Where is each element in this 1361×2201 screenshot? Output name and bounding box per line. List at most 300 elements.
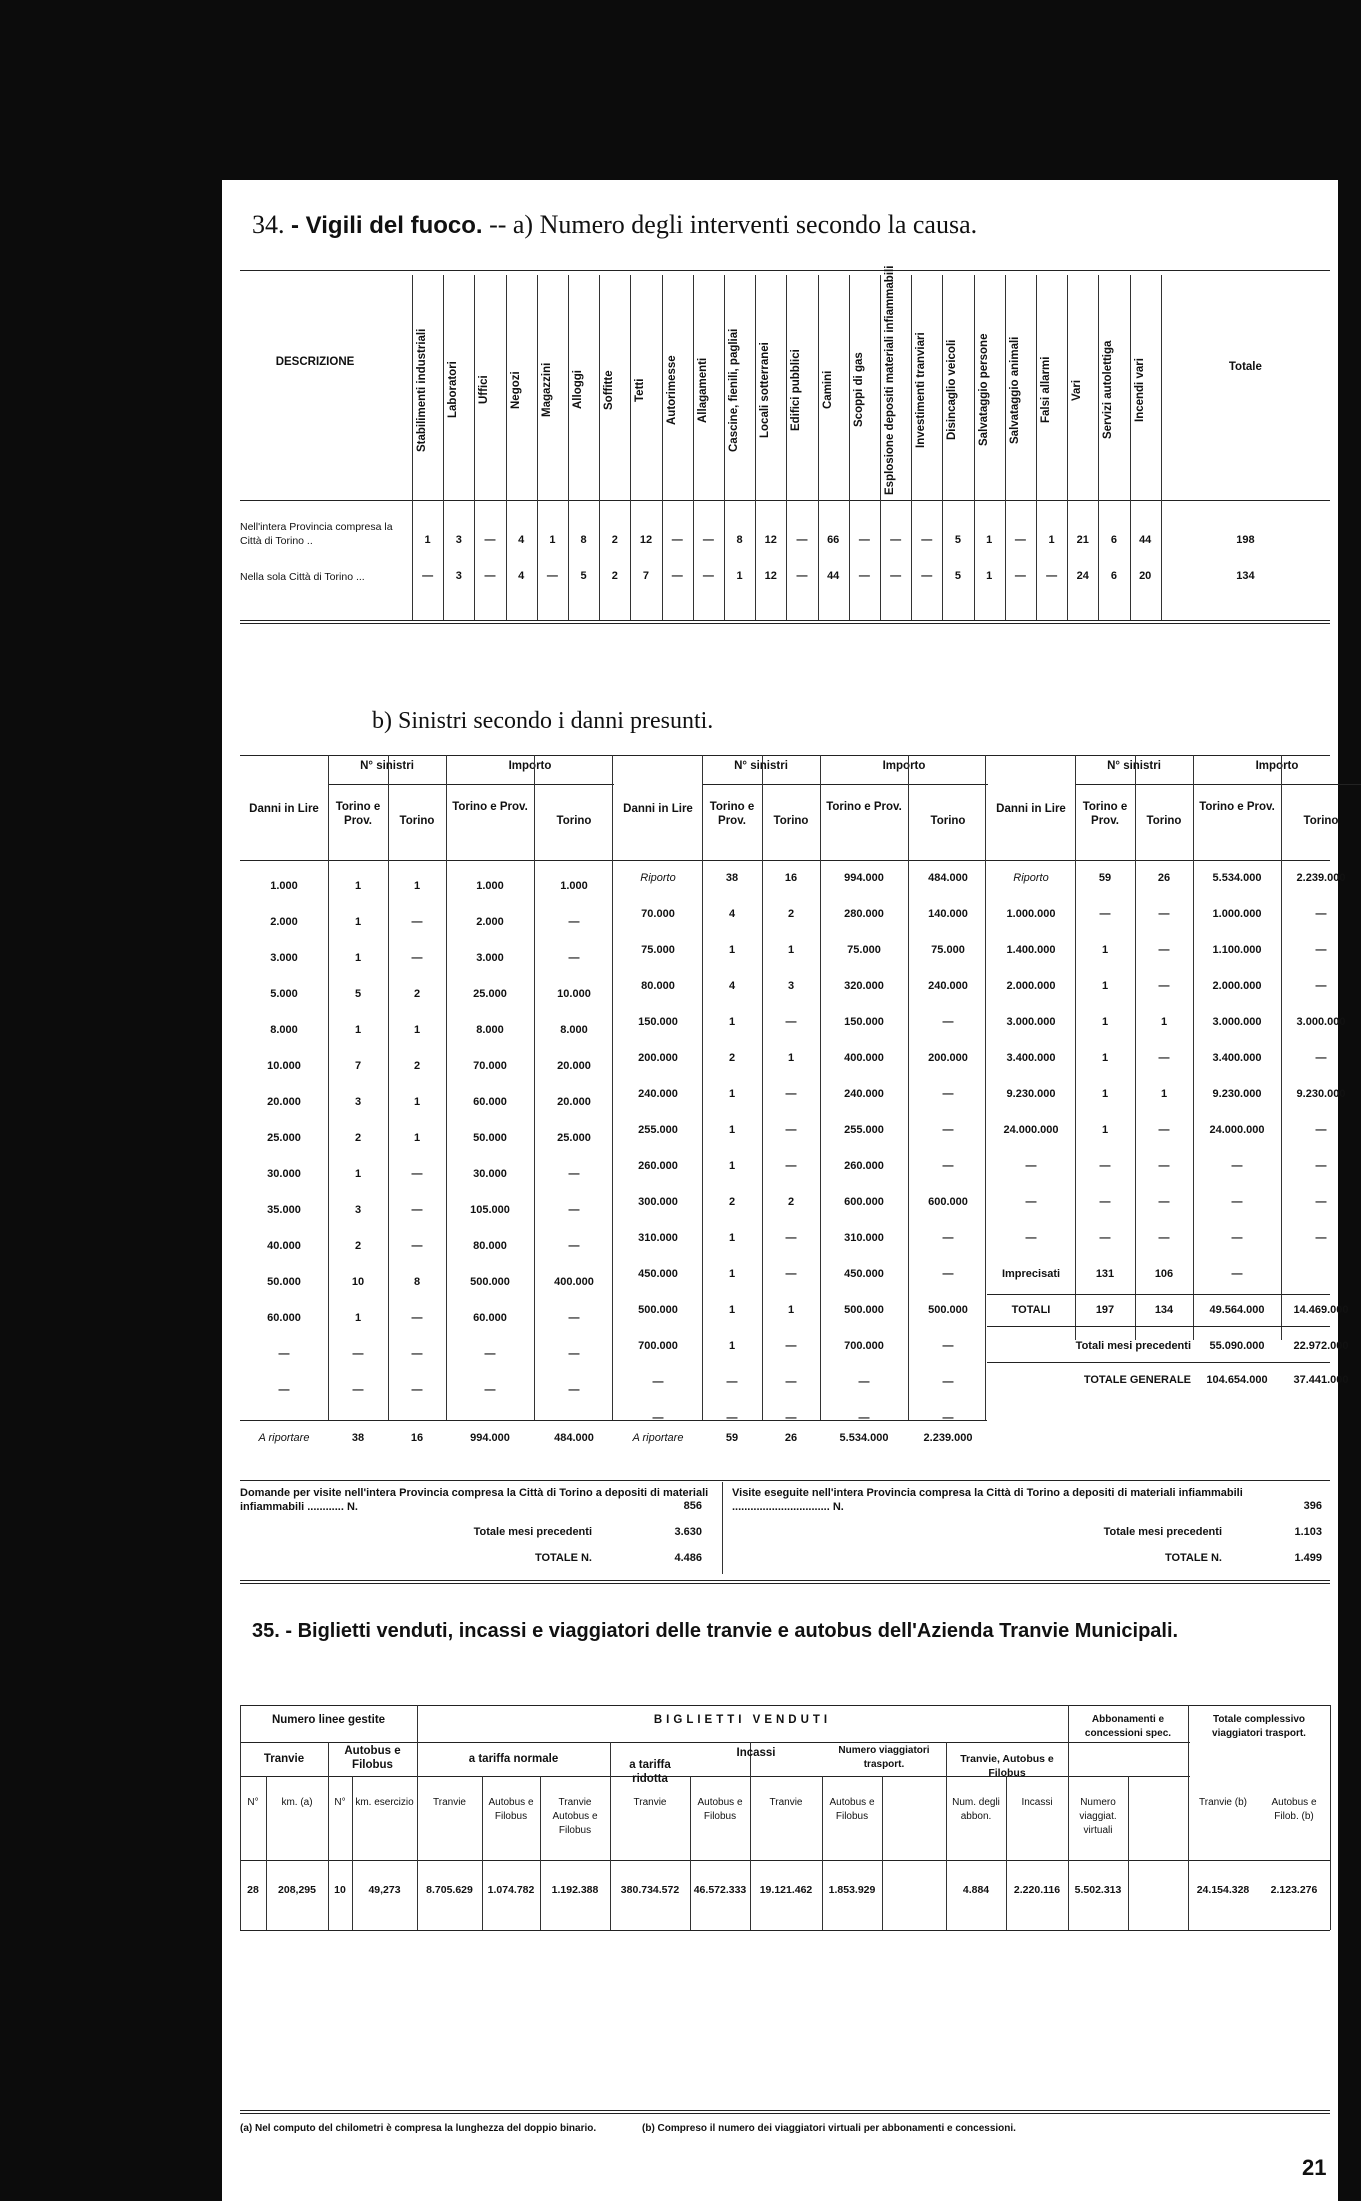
header-importo-torino-prov: Torino e Prov. bbox=[1199, 801, 1275, 813]
cell: — bbox=[411, 1240, 423, 1252]
subheader: Tranvie bbox=[769, 1797, 803, 1808]
column-divider bbox=[412, 275, 413, 620]
subheader: Incassi bbox=[1021, 1797, 1053, 1808]
cell: 38 bbox=[351, 1432, 365, 1444]
cell: 2 bbox=[354, 1132, 362, 1144]
cell: 200.000 bbox=[928, 1052, 968, 1064]
column-divider bbox=[1330, 1705, 1331, 1930]
cell: — bbox=[785, 1124, 797, 1136]
cell: 3 bbox=[455, 570, 462, 582]
cell: — bbox=[1231, 1160, 1243, 1172]
cell: 4 bbox=[518, 534, 525, 546]
cell: 8.000 bbox=[270, 1024, 298, 1036]
column-divider bbox=[1130, 275, 1131, 620]
cell: — bbox=[942, 1412, 954, 1424]
cell: — bbox=[726, 1412, 738, 1424]
column-divider bbox=[911, 275, 912, 620]
subheader: Autobus e Filobus bbox=[697, 1797, 743, 1822]
cell: 55.090.000 bbox=[1209, 1340, 1265, 1352]
cell: 75.000 bbox=[931, 944, 965, 956]
cell: 240.000 bbox=[638, 1088, 678, 1100]
cell: 70.000 bbox=[641, 908, 675, 920]
col-header: Locali sotterranei bbox=[759, 342, 772, 438]
cell: — bbox=[858, 1376, 870, 1388]
rule bbox=[240, 620, 1330, 624]
cell: — bbox=[942, 1124, 954, 1136]
cell: 2.000 bbox=[476, 916, 504, 928]
cell: 1.000.000 bbox=[1212, 908, 1262, 920]
col-header: Camini bbox=[821, 370, 834, 410]
subheader: km. esercizio bbox=[355, 1797, 414, 1808]
cell: 400.000 bbox=[554, 1276, 594, 1288]
visits-left-prec-value: 3.630 bbox=[674, 1526, 702, 1538]
col-header: Incendi vari bbox=[1133, 358, 1146, 422]
cell: — bbox=[942, 1232, 954, 1244]
cell: 1 bbox=[728, 1340, 736, 1352]
rule bbox=[328, 784, 446, 785]
cell: — bbox=[352, 1384, 364, 1396]
col-header: Disincaglio veicoli bbox=[946, 339, 959, 441]
cell: — bbox=[411, 916, 423, 928]
cell: 9.230.000 bbox=[1212, 1088, 1262, 1100]
cell: — bbox=[1158, 980, 1170, 992]
cell: 150.000 bbox=[844, 1016, 884, 1028]
cell: — bbox=[890, 534, 902, 546]
cell: 1 bbox=[728, 1268, 736, 1280]
section-b-title: b) Sinistri secondo i danni presunti. bbox=[372, 708, 714, 734]
header-importo-torino-prov: Torino e Prov. bbox=[452, 801, 528, 813]
cell: — bbox=[785, 1340, 797, 1352]
column-divider bbox=[443, 275, 444, 620]
column-divider bbox=[1067, 275, 1068, 620]
cell: 1 bbox=[1101, 1016, 1109, 1028]
cell: 500.000 bbox=[470, 1276, 510, 1288]
cell: — bbox=[785, 1412, 797, 1424]
cell: — bbox=[942, 1268, 954, 1280]
cell: 66 bbox=[827, 534, 840, 546]
cell: 994.000 bbox=[844, 872, 884, 884]
cell: 38 bbox=[725, 872, 739, 884]
cell: 5.534.000 bbox=[1212, 872, 1262, 884]
cell: — bbox=[796, 534, 808, 546]
cell: A riportare bbox=[258, 1432, 310, 1444]
cell: 2.123.276 bbox=[1270, 1884, 1318, 1896]
cell: — bbox=[1231, 1232, 1243, 1244]
column-divider bbox=[1036, 275, 1037, 620]
cell: 2 bbox=[611, 570, 618, 582]
column-divider bbox=[1281, 755, 1282, 1340]
cell: 80.000 bbox=[473, 1240, 507, 1252]
prec-label: Totali mesi precedenti bbox=[1075, 1340, 1191, 1352]
column-divider bbox=[882, 1776, 883, 1930]
cell: — bbox=[1315, 908, 1327, 920]
cell: 25.000 bbox=[267, 1132, 301, 1144]
col-header: Negozi bbox=[509, 371, 522, 409]
column-divider bbox=[568, 275, 569, 620]
cell: 1 bbox=[354, 880, 362, 892]
cell: — bbox=[1158, 1160, 1170, 1172]
visits-right-prec-value: 1.103 bbox=[1294, 1526, 1322, 1538]
document-page bbox=[222, 180, 1349, 2201]
cell: 450.000 bbox=[844, 1268, 884, 1280]
header-totale: Totale complessivo viaggiatori trasport. bbox=[1212, 1714, 1306, 1739]
cell: 3 bbox=[354, 1204, 362, 1216]
column-divider bbox=[630, 275, 631, 620]
column-divider bbox=[1128, 1776, 1129, 1930]
cell: 6 bbox=[1110, 570, 1118, 582]
col-header: Cascine, fienili, pagliai bbox=[728, 328, 740, 452]
header-danni: Danni in Lire bbox=[623, 803, 693, 815]
cell: 20 bbox=[1139, 570, 1152, 582]
col-header: Uffici bbox=[478, 375, 491, 405]
cell: 1 bbox=[787, 944, 795, 956]
cell: 35.000 bbox=[267, 1204, 301, 1216]
column-divider bbox=[1075, 755, 1076, 1340]
cell: — bbox=[1025, 1232, 1037, 1244]
cell: — bbox=[1158, 1232, 1170, 1244]
cell: 30.000 bbox=[267, 1168, 301, 1180]
cell: 1 bbox=[354, 916, 362, 928]
cell: 80.000 bbox=[641, 980, 675, 992]
row-label: Nell'intera Provincia compresa la Città di Torino .. bbox=[240, 521, 393, 547]
cell: 450.000 bbox=[638, 1268, 678, 1280]
cell: 49.564.000 bbox=[1209, 1304, 1265, 1316]
cell: — bbox=[546, 570, 558, 582]
cell: 2.000.000 bbox=[1212, 980, 1262, 992]
cell: 280.000 bbox=[844, 908, 884, 920]
cell: 600.000 bbox=[928, 1196, 968, 1208]
cell: 5.534.000 bbox=[839, 1432, 889, 1444]
column-divider bbox=[942, 275, 943, 620]
cell: 1 bbox=[413, 1132, 421, 1144]
cell: 1 bbox=[413, 1024, 421, 1036]
cell: 240.000 bbox=[844, 1088, 884, 1100]
header-torino-prov: Torino e Prov. bbox=[335, 801, 381, 827]
cell: 60.000 bbox=[267, 1312, 301, 1324]
cell: 255.000 bbox=[638, 1124, 678, 1136]
cell: — bbox=[1099, 1196, 1111, 1208]
subheader: Num. degli abbon. bbox=[952, 1797, 1000, 1822]
cell: 700.000 bbox=[638, 1340, 678, 1352]
cell: 260.000 bbox=[844, 1160, 884, 1172]
header-torino: Torino bbox=[1146, 815, 1182, 827]
cell: 59 bbox=[1098, 872, 1112, 884]
column-divider bbox=[506, 275, 507, 620]
cell: 21 bbox=[1076, 534, 1089, 546]
cell: — bbox=[858, 534, 870, 546]
header-importo: Importo bbox=[882, 760, 926, 772]
cell: 3 bbox=[354, 1096, 362, 1108]
cell: 20.000 bbox=[267, 1096, 301, 1108]
cell: 60.000 bbox=[473, 1312, 507, 1324]
col-header: Esplosione depositi materiali infiammabili bbox=[884, 265, 896, 495]
cell: 24.154.328 bbox=[1196, 1884, 1250, 1896]
cell: 1 bbox=[1101, 1088, 1109, 1100]
cell: — bbox=[858, 1412, 870, 1424]
header-torino-prov: Torino e Prov. bbox=[709, 801, 755, 827]
cell: — bbox=[1025, 1196, 1037, 1208]
cell: 1 bbox=[1048, 534, 1055, 546]
cell: 75.000 bbox=[847, 944, 881, 956]
column-divider bbox=[1161, 275, 1162, 620]
cell: 20.000 bbox=[557, 1060, 591, 1072]
cell: 2 bbox=[413, 1060, 421, 1072]
cell: — bbox=[1315, 1124, 1327, 1136]
rule bbox=[240, 1860, 1330, 1861]
cell: — bbox=[411, 1204, 423, 1216]
column-divider bbox=[1005, 275, 1006, 620]
cell: 3.400.000 bbox=[1212, 1052, 1262, 1064]
cell: 3.000.000 bbox=[1296, 1016, 1346, 1028]
cell: — bbox=[1315, 1196, 1327, 1208]
cell: 1 bbox=[986, 534, 993, 546]
header-torino: Torino bbox=[399, 815, 435, 827]
cell: — bbox=[1158, 1124, 1170, 1136]
cell: 22.972.000 bbox=[1293, 1340, 1349, 1352]
cell: — bbox=[785, 1160, 797, 1172]
rule bbox=[987, 1326, 1330, 1327]
column-divider bbox=[240, 1705, 241, 1930]
cell: — bbox=[1158, 908, 1170, 920]
cell: 700.000 bbox=[844, 1340, 884, 1352]
header-n-sinistri: N° sinistri bbox=[1107, 760, 1161, 772]
column-divider bbox=[724, 275, 725, 620]
column-divider bbox=[1135, 755, 1136, 1340]
column-divider bbox=[880, 275, 881, 620]
cell: 994.000 bbox=[470, 1432, 510, 1444]
visits-left-value: 856 bbox=[683, 1500, 702, 1512]
cell: 8 bbox=[736, 534, 743, 546]
cell: 10.000 bbox=[267, 1060, 301, 1072]
cell: — bbox=[702, 534, 714, 546]
cell: 140.000 bbox=[928, 908, 968, 920]
cell: 1 bbox=[354, 1168, 362, 1180]
cell: 4 bbox=[518, 570, 525, 582]
cell: 10.000 bbox=[557, 988, 591, 1000]
col-header-total: Totale bbox=[1228, 361, 1262, 373]
column-divider bbox=[974, 275, 975, 620]
header-tariffa-normale: a tariffa normale bbox=[468, 1753, 559, 1765]
subheader: Tranvie bbox=[433, 1797, 466, 1808]
cell: 600.000 bbox=[844, 1196, 884, 1208]
header-danni: Danni in Lire bbox=[996, 803, 1066, 815]
desc-header: DESCRIZIONE bbox=[275, 356, 355, 368]
cell: — bbox=[1315, 1232, 1327, 1244]
general-total-label: TOTALE GENERALE bbox=[1083, 1374, 1191, 1386]
cell: 1 bbox=[413, 1096, 421, 1108]
cell: 8.000 bbox=[476, 1024, 504, 1036]
rule bbox=[702, 784, 820, 785]
cell: — bbox=[671, 570, 683, 582]
cell: 2.000 bbox=[270, 916, 298, 928]
rule bbox=[987, 1294, 1330, 1295]
header-abbonamenti: Abbonamenti e concessioni spec. bbox=[1084, 1714, 1172, 1739]
visits-left-prec-label: Totale mesi precedenti bbox=[473, 1526, 592, 1538]
subheader: km. (a) bbox=[281, 1797, 313, 1808]
cell: 1 bbox=[728, 1304, 736, 1316]
cell: 8.000 bbox=[560, 1024, 588, 1036]
header-importo: Importo bbox=[1255, 760, 1299, 772]
cell: TOTALI bbox=[1011, 1304, 1051, 1316]
cell: — bbox=[1231, 1196, 1243, 1208]
cell: 1 bbox=[736, 570, 743, 582]
cell: 484.000 bbox=[928, 872, 968, 884]
header-biglietti: BIGLIETTI VENDUTI bbox=[653, 1714, 832, 1726]
cell: 2 bbox=[611, 534, 618, 546]
col-header: Magazzini bbox=[540, 362, 553, 418]
cell: — bbox=[568, 916, 580, 928]
cell: 260.000 bbox=[638, 1160, 678, 1172]
cell: 37.441.000 bbox=[1293, 1374, 1349, 1386]
cell: 240.000 bbox=[928, 980, 968, 992]
cell: — bbox=[411, 1348, 423, 1360]
cell: 25.000 bbox=[557, 1132, 591, 1144]
cell: 1.853.929 bbox=[828, 1884, 876, 1896]
cell: 25.000 bbox=[473, 988, 507, 1000]
cell: 1 bbox=[986, 570, 993, 582]
cell: 5.000 bbox=[270, 988, 298, 1000]
cell: — bbox=[1315, 944, 1327, 956]
cell: 1 bbox=[354, 1024, 362, 1036]
col-header: Autorimesse bbox=[665, 355, 678, 425]
cell: — bbox=[1315, 980, 1327, 992]
cell: 1 bbox=[1101, 980, 1109, 992]
visits-left-text: Domande per visite nell'intera Provincia compresa la Città di Torino a depositi di materiali infiammabili ............ N. bbox=[240, 1487, 709, 1513]
cell: 1 bbox=[728, 1088, 736, 1100]
cell: 12 bbox=[764, 534, 777, 546]
cell: — bbox=[942, 1088, 954, 1100]
cell: — bbox=[278, 1384, 290, 1396]
cell: 2 bbox=[787, 908, 795, 920]
cell: — bbox=[568, 1204, 580, 1216]
cell: 1.192.388 bbox=[551, 1884, 599, 1896]
section-35-title: 35. - Biglietti venduti, incassi e viaggiatori delle tranvie e autobus dell'Azienda Tranvie Municipali. bbox=[252, 1620, 1179, 1642]
header-importo: Importo bbox=[508, 760, 552, 772]
header-importo-torino: Torino bbox=[1303, 815, 1339, 827]
col-header: Falsi allarmi bbox=[1040, 356, 1052, 424]
cell: 3 bbox=[455, 534, 462, 546]
cell: 9.230.000 bbox=[1296, 1088, 1346, 1100]
col-header: Alloggi bbox=[572, 370, 584, 410]
cell: 30.000 bbox=[473, 1168, 507, 1180]
cell: — bbox=[942, 1016, 954, 1028]
cell: — bbox=[278, 1348, 290, 1360]
cell: 20.000 bbox=[557, 1096, 591, 1108]
cell: 1 bbox=[1160, 1016, 1168, 1028]
cell: 59 bbox=[725, 1432, 739, 1444]
header-autobus: Autobus e Filobus bbox=[344, 1745, 401, 1771]
cell: 4 bbox=[728, 908, 736, 920]
visits-left-total-label: TOTALE N. bbox=[534, 1552, 592, 1564]
cell: 1 bbox=[787, 1304, 795, 1316]
cell: 5.502.313 bbox=[1074, 1884, 1122, 1896]
cell: 1 bbox=[728, 1232, 736, 1244]
cell: 12 bbox=[639, 534, 653, 546]
cell: 19.121.462 bbox=[759, 1884, 813, 1896]
header-importo-torino: Torino bbox=[930, 815, 966, 827]
cell: — bbox=[858, 570, 870, 582]
cell: — bbox=[1231, 1268, 1243, 1280]
cell: — bbox=[652, 1376, 664, 1388]
header-importo-torino-prov: Torino e Prov. bbox=[826, 801, 902, 813]
cell: 105.000 bbox=[470, 1204, 510, 1216]
cell: 2.000.000 bbox=[1006, 980, 1056, 992]
header-incassi: Incassi bbox=[736, 1747, 776, 1759]
cell: 4.884 bbox=[962, 1884, 990, 1896]
col-header: Vari bbox=[1071, 379, 1084, 401]
cell: — bbox=[568, 1312, 580, 1324]
subheader: Numero viaggiat. virtuali bbox=[1079, 1797, 1117, 1836]
cell: 1 bbox=[728, 1016, 736, 1028]
column-divider bbox=[818, 275, 819, 620]
cell: 310.000 bbox=[844, 1232, 884, 1244]
cell: 10 bbox=[351, 1276, 365, 1288]
cell: 75.000 bbox=[641, 944, 675, 956]
cell: 44 bbox=[827, 570, 840, 582]
cell: 50.000 bbox=[267, 1276, 301, 1288]
cell: 500.000 bbox=[928, 1304, 968, 1316]
footnote-b: (b) Compreso il numero dei viaggiatori virtuali per abbonamenti e concessioni. bbox=[642, 2123, 1016, 2134]
cell: — bbox=[484, 570, 496, 582]
cell: — bbox=[1315, 1160, 1327, 1172]
cell: 12 bbox=[764, 570, 777, 582]
cell: 26 bbox=[784, 1432, 798, 1444]
cell: Riporto bbox=[1013, 872, 1049, 884]
column-divider bbox=[755, 275, 756, 620]
cell: A riportare bbox=[632, 1432, 684, 1444]
col-header: Soffitte bbox=[603, 370, 616, 410]
cell: 255.000 bbox=[844, 1124, 884, 1136]
cell: 208,295 bbox=[278, 1884, 316, 1896]
visits-right-prec-label: Totale mesi precedenti bbox=[1103, 1526, 1222, 1538]
cell: 3.000.000 bbox=[1006, 1016, 1056, 1028]
cell: Riporto bbox=[640, 872, 676, 884]
visits-right-total-label: TOTALE N. bbox=[1164, 1552, 1222, 1564]
cell: — bbox=[652, 1412, 664, 1424]
header-n-sinistri: N° sinistri bbox=[734, 760, 788, 772]
section-34-number: 34. bbox=[252, 210, 285, 239]
header-tranvie: Tranvie bbox=[263, 1753, 305, 1765]
cell: 1.000 bbox=[476, 880, 504, 892]
cell: 1.400.000 bbox=[1006, 944, 1056, 956]
cell: 16 bbox=[410, 1432, 424, 1444]
cell: 1.000 bbox=[270, 880, 298, 892]
cell: 198 bbox=[1236, 534, 1255, 546]
header-taf: Tranvie, Autobus e Filobus bbox=[960, 1753, 1054, 1779]
cell: 7 bbox=[354, 1060, 362, 1072]
group-divider bbox=[612, 755, 613, 1420]
cell: 1 bbox=[787, 1052, 795, 1064]
rule bbox=[240, 1930, 1330, 1931]
cell: 2 bbox=[354, 1240, 362, 1252]
cell: 150.000 bbox=[638, 1016, 678, 1028]
cell: 9.230.000 bbox=[1006, 1088, 1056, 1100]
cell: — bbox=[1158, 1196, 1170, 1208]
cell: — bbox=[352, 1348, 364, 1360]
header-tariffa-ridotta: a tariffa ridotta bbox=[629, 1759, 671, 1785]
cell: 3 bbox=[787, 980, 795, 992]
cell: 49,273 bbox=[368, 1884, 401, 1896]
cell: 1.000.000 bbox=[1006, 908, 1056, 920]
section-34-title bbox=[252, 210, 977, 240]
cell: 1 bbox=[549, 534, 556, 546]
cell: 16 bbox=[784, 872, 798, 884]
cell: — bbox=[890, 570, 902, 582]
col-header: Laboratori bbox=[447, 361, 460, 419]
header-n-sinistri: N° sinistri bbox=[360, 760, 414, 772]
cell: 300.000 bbox=[638, 1196, 678, 1208]
cell: — bbox=[568, 1348, 580, 1360]
